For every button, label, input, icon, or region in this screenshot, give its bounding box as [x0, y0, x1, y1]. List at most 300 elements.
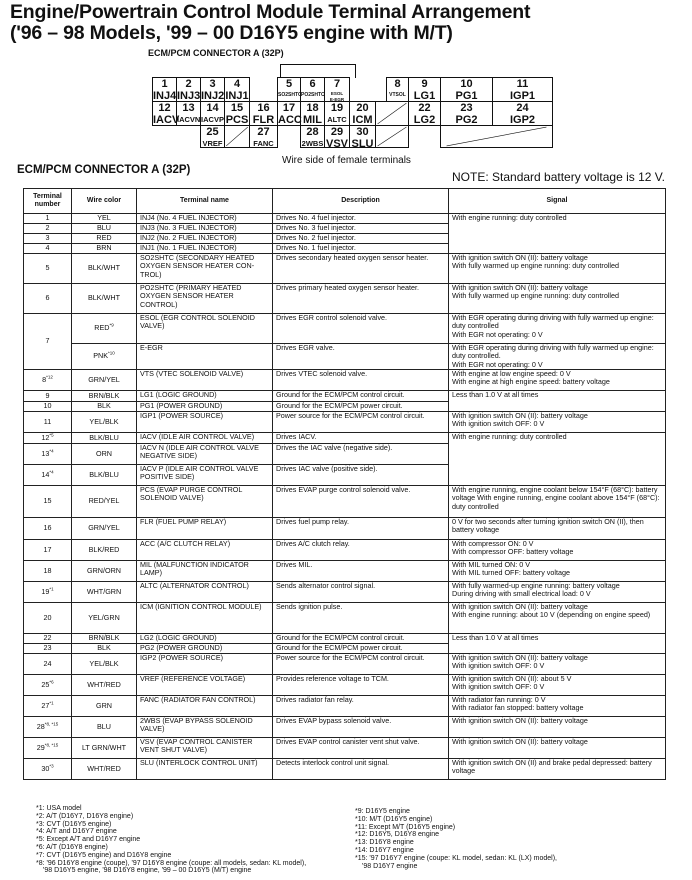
terminal-name: INJ3 (No. 3 FUEL INJECTOR): [137, 224, 273, 234]
connector-lock-tab: [280, 64, 356, 78]
footnote-ref: *1: [49, 700, 54, 706]
description: Sends alternator control signal.: [273, 582, 449, 603]
wire-color-text: YEL/GRN: [88, 612, 120, 622]
description: Power source for the ECM/PCM control circuit.: [273, 654, 449, 675]
terminal-number-text: 23: [43, 643, 52, 653]
signal: Less than 1.0 V at all times: [449, 391, 666, 412]
terminal-cell-9: [408, 77, 441, 102]
terminal-cell-name: MIL: [303, 114, 322, 126]
signal: With ignition switch ON (II): battery voltage With fully warmed up engine running: duty controlled: [449, 254, 666, 284]
terminal-cell-number: 17: [282, 102, 296, 114]
description: Detects interlock control unit signal.: [273, 759, 449, 780]
description: Drives MIL.: [273, 561, 449, 582]
signal: With ignition switch ON (II): about 5 V With ignition switch OFF: 0 V: [449, 675, 666, 696]
terminal-number: [24, 654, 72, 675]
wire-color-text: WHT/RED: [87, 679, 121, 689]
terminal-number-text: 4: [45, 243, 50, 253]
terminal-number: [24, 717, 72, 738]
signal: With ignition switch ON (II): battery voltage With ignition switch OFF: 0 V: [449, 654, 666, 675]
terminal-name: 2WBS (EVAP BYPASS SOLENOID VALVE): [137, 717, 273, 738]
terminal-cell-number: 15: [230, 102, 244, 114]
wire-color-text: WHT/GRN: [86, 586, 122, 596]
terminal-cell-number: 16: [257, 102, 270, 114]
description: Drives IACV.: [273, 433, 449, 444]
terminal-cell-name: ACC: [278, 114, 302, 126]
table-row: [24, 738, 666, 759]
terminal-cell-number: 14: [206, 102, 219, 114]
terminal-name: FLR (FUEL PUMP RELAY): [137, 518, 273, 540]
terminal-cell-number: 19: [330, 102, 344, 114]
terminal-cell-23: [440, 101, 493, 126]
terminal-cell-number: 11: [516, 78, 529, 90]
terminal-cell-name: PCS: [225, 114, 249, 126]
unused-terminal-slot: [440, 125, 553, 148]
terminal-cell-number: 9: [421, 78, 428, 90]
wire-color: [72, 465, 137, 486]
wire-color: [72, 254, 137, 284]
wire-color-text: GRN: [96, 700, 112, 710]
signal: With EGR operating during driving with fully warmed up engine: duty controlled. With EGR not operating: 0 V: [449, 344, 666, 370]
table-row: [24, 344, 666, 370]
header-terminal-name: Terminal name: [137, 189, 273, 214]
terminal-number-text: 28: [36, 721, 45, 731]
terminal-name: PG2 (POWER GROUND): [137, 644, 273, 654]
footnote: *14: D16Y7 engine: [355, 846, 414, 854]
wire-color-text: RED: [96, 233, 112, 243]
signal: With ignition switch ON (II): battery voltage: [449, 717, 666, 738]
wire-color-text: YEL: [97, 213, 111, 223]
footnote-ref: *8, *15: [44, 742, 59, 748]
signal: With radiator fan running: 0 V With radiator fan stopped: battery voltage: [449, 696, 666, 717]
description: Sends ignition pulse.: [273, 603, 449, 634]
description: Ground for the ECM/PCM power circuit.: [273, 402, 449, 412]
terminal-number: [24, 603, 72, 634]
description: Provides reference voltage to TCM.: [273, 675, 449, 696]
terminal-cell-name: INJ2: [201, 90, 225, 102]
wire-color-text: YEL/BLK: [89, 416, 119, 426]
terminal-cell-name: VSV: [325, 138, 348, 150]
terminal-table: [23, 188, 666, 780]
wire-color: [72, 518, 137, 540]
wire-color: [72, 540, 137, 561]
table-row: [24, 561, 666, 582]
wire-color: [72, 402, 137, 412]
terminal-cell-1: [152, 77, 177, 102]
terminal-number-text: 30: [41, 763, 50, 773]
table-row: [24, 254, 666, 284]
terminal-cell-number: 22: [418, 102, 431, 114]
table-row: [24, 486, 666, 518]
terminal-cell-16: [249, 101, 278, 126]
diagram-caption: Wire side of female terminals: [282, 155, 411, 166]
terminal-name: SLU (INTERLOCK CONTROL UNIT): [137, 759, 273, 780]
wire-color: [72, 244, 137, 254]
terminal-number: [24, 561, 72, 582]
wire-color-text: BLK/BLU: [89, 432, 119, 442]
table-row: [24, 582, 666, 603]
signal: With engine running: duty controlled: [449, 214, 666, 254]
terminal-cell-name: INJ4: [153, 90, 177, 102]
terminal-cell-number: 2: [185, 78, 192, 90]
wire-color-text: GRN/ORN: [87, 565, 121, 575]
description: Drives EVAP bypass solenoid valve.: [273, 717, 449, 738]
table-row: [24, 391, 666, 402]
wire-color: [72, 738, 137, 759]
terminal-cell-number: 7: [333, 78, 341, 90]
description: Drives EVAP control canister vent shut valve.: [273, 738, 449, 759]
description: Drives No. 3 fuel injector.: [273, 224, 449, 234]
footnotes-left: [36, 805, 306, 875]
terminal-cell-27: [249, 125, 278, 148]
terminal-name: FANC (RADIATOR FAN CONTROL): [137, 696, 273, 717]
wire-color: [72, 759, 137, 780]
terminal-number-text: 13: [41, 448, 50, 458]
terminal-number-text: 22: [43, 633, 52, 643]
terminal-cell-30: [349, 125, 376, 148]
signal: With ignition switch ON (II): battery voltage With ignition switch OFF: 0 V: [449, 412, 666, 433]
voltage-note: NOTE: Standard battery voltage is 12 V.: [452, 170, 666, 184]
terminal-cell-10: [440, 77, 493, 102]
terminal-number-text: 1: [45, 213, 50, 223]
terminal-number: [24, 486, 72, 518]
terminal-name: IACV P (IDLE AIR CONTROL VALVE POSITIVE SIDE): [137, 465, 273, 486]
terminal-number-text: 2: [45, 223, 50, 233]
terminal-name: PG1 (POWER GROUND): [137, 402, 273, 412]
wire-color-text: GRN/YEL: [88, 374, 120, 384]
wire-color: [72, 234, 137, 244]
table-row: [24, 603, 666, 634]
terminal-cell-name: VTSOL: [389, 92, 406, 98]
table-row: [24, 370, 666, 391]
terminal-name: VREF (REFERENCE VOLTAGE): [137, 675, 273, 696]
terminal-cell-number: 18: [306, 102, 319, 114]
terminal-cell-number: 5: [285, 78, 293, 90]
wire-color: [72, 486, 137, 518]
table-row: [24, 675, 666, 696]
wire-color-text: YEL/BLK: [89, 658, 119, 668]
terminal-cell-number: 1: [161, 78, 168, 90]
terminal-cell-number: 23: [460, 102, 473, 114]
signal: With MIL turned ON: 0 V With MIL turned OFF: battery voltage: [449, 561, 666, 582]
wire-color: [72, 433, 137, 444]
wire-color: [72, 582, 137, 603]
terminal-cell-name: PG1: [455, 90, 478, 102]
terminal-cell-2: [176, 77, 201, 102]
terminal-cell-name: IACVP: [201, 115, 224, 124]
terminal-number: [24, 582, 72, 603]
description: Ground for the ECM/PCM power circuit.: [273, 644, 449, 654]
terminal-number: [24, 234, 72, 244]
connector-diagram-label: ECM/PCM CONNECTOR A (32P): [148, 48, 284, 58]
terminal-name: PCS (EVAP PURGE CONTROL SOLENOID VALVE): [137, 486, 273, 518]
terminal-number-text: 5: [45, 263, 50, 273]
terminal-number: [24, 412, 72, 433]
wire-color: [72, 412, 137, 433]
wire-color-text: BLK/RED: [88, 544, 120, 554]
footnotes-right: [355, 808, 557, 870]
terminal-number-text: 16: [43, 523, 52, 533]
wire-color: [72, 391, 137, 402]
wire-color: [72, 370, 137, 391]
terminal-cell-number: 8: [394, 78, 401, 90]
terminal-cell-20: [349, 101, 376, 126]
table-header-row: [24, 189, 666, 214]
wire-color: [72, 603, 137, 634]
terminal-number: [24, 738, 72, 759]
terminal-number: [24, 444, 72, 465]
terminal-name: IGP2 (POWER SOURCE): [137, 654, 273, 675]
terminal-cell-18: [300, 101, 325, 126]
terminal-number-text: 14: [41, 469, 50, 479]
wire-color-text: LT GRN/WHT: [81, 742, 127, 752]
terminal-name: ICM (IGNITION CONTROL MODULE): [137, 603, 273, 634]
description: Ground for the ECM/PCM control circuit.: [273, 634, 449, 644]
footnote-ref: *10: [108, 350, 115, 356]
terminal-cell-name: IGP1: [509, 90, 536, 102]
wire-color-text: RED: [94, 323, 110, 333]
wire-color-text: GRN/YEL: [88, 523, 120, 533]
footnote: *9: D16Y5 engine: [355, 808, 410, 815]
terminal-number-text: 7: [45, 336, 50, 346]
signal: With ignition switch ON (II) and brake pedal depressed: battery voltage: [449, 759, 666, 780]
terminal-cell-name: ICM: [352, 114, 373, 126]
table-row: [24, 284, 666, 314]
terminal-number-text: 10: [43, 401, 52, 411]
terminal-cell-28: [300, 125, 325, 148]
terminal-cell-number: 3: [209, 78, 216, 90]
terminal-number-text: 3: [45, 233, 50, 243]
signal: With engine at low engine speed: 0 V With engine at high engine speed: battery voltage: [449, 370, 666, 391]
terminal-cell-number: 6: [309, 78, 316, 90]
wire-color-text: ORN: [96, 448, 112, 458]
terminal-number: [24, 391, 72, 402]
terminal-cell-3: [200, 77, 225, 102]
description: Drives No. 1 fuel injector.: [273, 244, 449, 254]
terminal-number: [24, 433, 72, 444]
terminal-name: INJ2 (No. 2 FUEL INJECTOR): [137, 234, 273, 244]
terminal-number: [24, 634, 72, 644]
terminal-cell-number: 24: [516, 102, 529, 114]
table-row: [24, 654, 666, 675]
unused-terminal-slot: [224, 125, 250, 148]
terminal-cell-number: 20: [356, 102, 369, 114]
wire-color-text: BRN/BLK: [88, 390, 120, 400]
wire-color-text: RED/YEL: [88, 496, 120, 506]
terminal-cell-number: 12: [158, 102, 171, 114]
terminal-number-text: 8: [42, 374, 47, 384]
wire-color: [72, 675, 137, 696]
signal: With ignition switch ON (II): battery voltage With engine running: about 10 V (depending on engine speed): [449, 603, 666, 634]
terminal-name: INJ1 (No. 1 FUEL INJECTOR): [137, 244, 273, 254]
footnote: *11: Except M/T (D16Y5 engine): [355, 823, 456, 831]
terminal-cell-11: [492, 77, 553, 102]
table-row: [24, 634, 666, 644]
footnote: '98 D16Y5 engine, '98 D16Y8 engine, '99 – 00 D16Y5 (M/T) engine: [43, 867, 252, 875]
footnote: *12: D16Y5, D16Y8 engine: [355, 831, 440, 839]
description: Drives No. 2 fuel injector.: [273, 234, 449, 244]
terminal-number: [24, 214, 72, 224]
wire-color: [72, 644, 137, 654]
footnote: '98 D16Y7 engine: [362, 862, 418, 870]
footnote: *5: Except A/T and D16Y7 engine: [36, 836, 141, 844]
description: Drives EGR control solenoid valve.: [273, 314, 449, 344]
terminal-name: ACC (A/C CLUTCH RELAY): [137, 540, 273, 561]
footnote: *13: D16Y8 engine: [355, 839, 414, 847]
wire-color: [72, 344, 137, 370]
terminal-cell-name: LG1: [413, 90, 436, 102]
terminal-cell-24: [492, 101, 553, 126]
terminal-cell-15: [224, 101, 250, 126]
page-title: [10, 2, 530, 44]
terminal-number: [24, 540, 72, 561]
terminal-cell-name: 2WBS: [301, 139, 324, 148]
terminal-name: LG1 (LOGIC GROUND): [137, 391, 273, 402]
header-terminal-number: Terminal number: [24, 189, 72, 214]
terminal-number: [24, 314, 72, 370]
table-row: [24, 696, 666, 717]
description: Drives the IAC valve (negative side).: [273, 444, 449, 465]
table-row: [24, 518, 666, 540]
description: Power source for the ECM/PCM control circuit.: [273, 412, 449, 433]
description: Ground for the ECM/PCM control circuit.: [273, 391, 449, 402]
terminal-name: MIL (MALFUNCTION INDICATOR LAMP): [137, 561, 273, 582]
terminal-name: VTS (VTEC SOLENOID VALVE): [137, 370, 273, 391]
terminal-cell-name: INJ1: [225, 90, 249, 102]
description: Drives EVAP purge control solenoid valve.: [273, 486, 449, 518]
description: Drives fuel pump relay.: [273, 518, 449, 540]
description: Drives A/C clutch relay.: [273, 540, 449, 561]
terminal-number-text: 19: [41, 586, 50, 596]
terminal-cell-name-alt: E-EGR: [329, 97, 345, 102]
table-row: [24, 314, 666, 344]
wire-color-text: BLK: [97, 643, 111, 653]
wire-color: [72, 314, 137, 344]
terminal-name: PO2SHTC (PRIMARY HEATED OXYGEN SENSOR HEATER CONTROL): [137, 284, 273, 314]
footnote: *3: CVT (D16Y5 engine): [36, 820, 112, 828]
signal: With ignition switch ON (II): battery voltage: [449, 738, 666, 759]
table-row: [24, 412, 666, 433]
wire-color-text: BLK/WHT: [88, 263, 120, 273]
wire-color-text: BRN: [96, 243, 112, 253]
footnote-ref: *6: [49, 679, 54, 685]
terminal-cell-name: FLR: [252, 114, 275, 126]
terminal-number: [24, 224, 72, 234]
terminal-name: SO2SHTC (SECONDARY HEATED OXYGEN SENSOR HEATER CON-TROL): [137, 254, 273, 284]
terminal-cell-name: ALTC: [327, 115, 347, 124]
terminal-number-text: 29: [36, 742, 45, 752]
terminal-cell-12: [152, 101, 180, 126]
terminal-number-text: 24: [43, 658, 52, 668]
terminal-number: [24, 370, 72, 391]
terminal-cell-name: LG2: [413, 114, 436, 126]
terminal-cell-number: 25: [206, 126, 219, 138]
terminal-cell-19: [324, 101, 350, 126]
signal: With fully warmed-up engine running: battery voltage During driving with small electrical load: 0 V: [449, 582, 666, 603]
terminal-cell-number: 4: [233, 78, 241, 90]
terminal-cell-number: 30: [356, 126, 369, 138]
wire-color-text: BLU: [97, 223, 111, 233]
description: Drives VTEC solenoid valve.: [273, 370, 449, 391]
terminal-number: [24, 644, 72, 654]
terminal-cell-name: IGP2: [509, 114, 536, 126]
terminal-name: ALTC (ALTERNATOR CONTROL): [137, 582, 273, 603]
wire-color-text: BLU: [97, 721, 111, 731]
terminal-cell-13: [176, 101, 201, 126]
terminal-cell-29: [324, 125, 350, 148]
footnote-ref: *12: [46, 374, 53, 380]
signal: With EGR operating during driving with fully warmed up engine: duty controlled With EGR not operating: 0 V: [449, 314, 666, 344]
terminal-cell-number: 29: [330, 126, 344, 138]
terminal-number: [24, 696, 72, 717]
footnote-ref: *5: [49, 432, 54, 438]
terminal-name: VSV (EVAP CONTROL CANISTER VENT SHUT VALVE): [137, 738, 273, 759]
terminal-cell-4: [224, 77, 250, 102]
terminal-cell-name: PG2: [455, 114, 478, 126]
wire-color-text: BRN/BLK: [88, 633, 120, 643]
signal: 0 V for two seconds after turning ignition switch ON (II), then battery voltage: [449, 518, 666, 540]
table-row: [24, 759, 666, 780]
unused-terminal-slot: [375, 101, 409, 126]
terminal-cell-name: ESOL: [330, 91, 344, 96]
terminal-number-text: 15: [43, 496, 52, 506]
description: Drives No. 4 fuel injector.: [273, 214, 449, 224]
description: Drives secondary heated oxygen sensor heater.: [273, 254, 449, 284]
terminal-number-text: 11: [43, 416, 52, 426]
table-row: [24, 214, 666, 224]
table-row: [24, 433, 666, 444]
terminal-cell-number: 28: [306, 126, 319, 138]
terminal-name: LG2 (LOGIC GROUND): [137, 634, 273, 644]
footnote-ref: *1: [49, 586, 54, 592]
terminal-name: IGP1 (POWER SOURCE): [137, 412, 273, 433]
wire-color: [72, 717, 137, 738]
footnote: *10: M/T (D16Y5 engine): [355, 815, 433, 823]
terminal-cell-17: [277, 101, 301, 126]
signal: With engine running: duty controlled: [449, 433, 666, 486]
footnote-ref: *4: [49, 448, 54, 454]
table-row: [24, 717, 666, 738]
terminal-cell-22: [408, 101, 441, 126]
header-wire-color: Wire color: [72, 189, 137, 214]
footnote-ref: *3: [49, 763, 54, 769]
wire-color: [72, 284, 137, 314]
terminal-number-text: 18: [43, 565, 52, 575]
wire-color: [72, 561, 137, 582]
title-line-1: Engine/Powertrain Control Module Terminal Arrangement: [10, 1, 531, 23]
section-heading: ECM/PCM CONNECTOR A (32P): [17, 164, 191, 176]
terminal-number-text: 27: [41, 700, 50, 710]
footnote: *2: A/T (D16Y7, D16Y8 engine): [36, 812, 134, 820]
wire-color-text: BLK: [97, 401, 111, 411]
terminal-number: [24, 465, 72, 486]
footnote: *6: A/T (D16Y8 engine): [36, 843, 108, 851]
description: Drives primary heated oxygen sensor heater.: [273, 284, 449, 314]
unused-terminal-slot: [375, 125, 409, 148]
wire-color: [72, 654, 137, 675]
footnote-ref: *9: [109, 322, 114, 328]
wire-color-text: BLK/WHT: [88, 293, 120, 303]
terminal-name: ESOL (EGR CONTROL SOLENOID VALVE): [137, 314, 273, 344]
wire-color: [72, 444, 137, 465]
terminal-cell-name: SO2SHTC: [278, 92, 302, 98]
terminal-number-text: 12: [41, 432, 50, 442]
terminal-cell-5: [277, 77, 301, 102]
table-row: [24, 540, 666, 561]
terminal-cell-number: 10: [460, 78, 473, 90]
terminal-name: IACV N (IDLE AIR CONTROL VALVE NEGATIVE SIDE): [137, 444, 273, 465]
title-line-2: ('96 – 98 Models, '99 – 00 D16Y5 engine with M/T): [10, 22, 453, 44]
wire-color-text: WHT/RED: [87, 763, 121, 773]
